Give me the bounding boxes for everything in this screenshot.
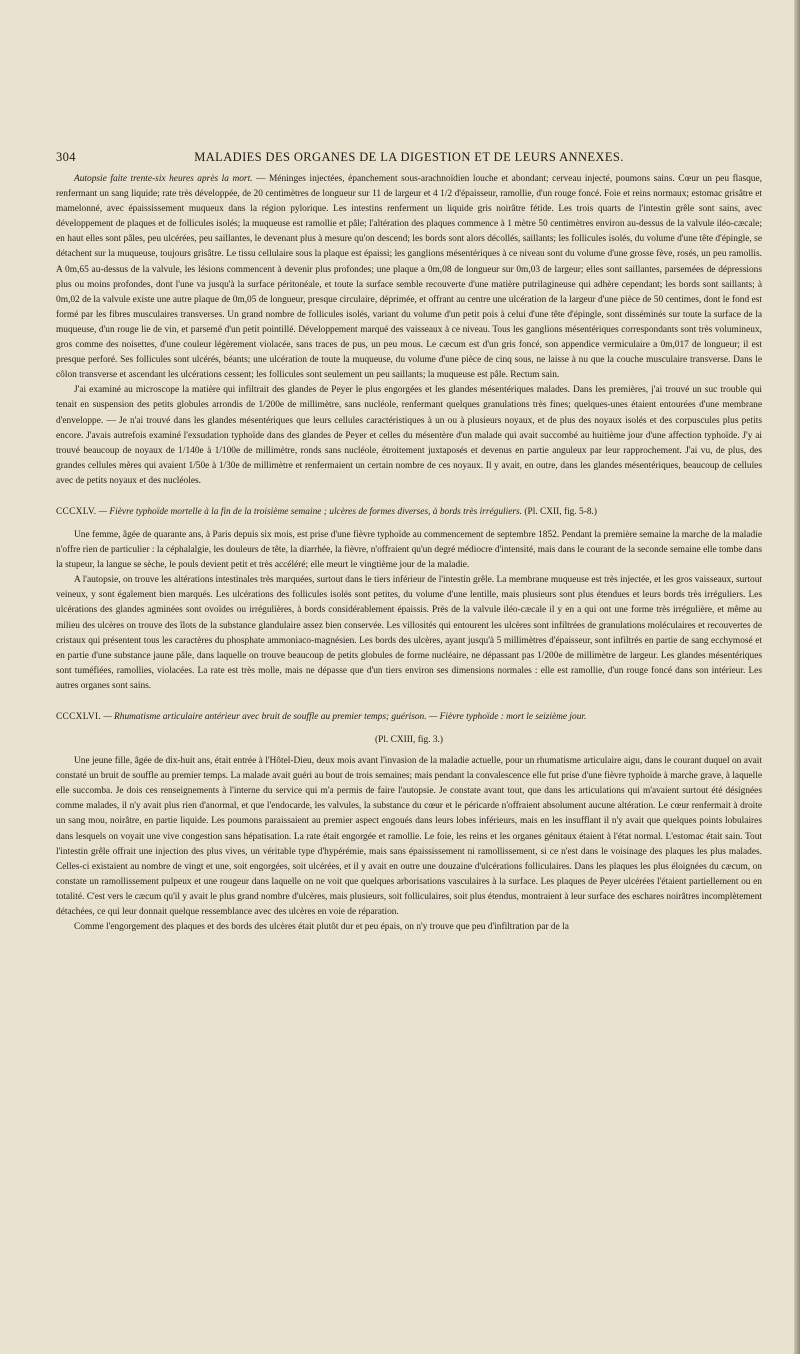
case-346-plate: (Pl. CXIII, fig. 3.) — [375, 735, 443, 745]
case-345-number: CCCXLV. — [56, 506, 97, 517]
case-346-heading — [56, 710, 762, 725]
case-346-number: CCCXLVI. — [56, 712, 102, 722]
case-346-title: — Rhumatisme articulaire antérieur avec bruit de souffle au premier temps; guérison. — Fièvre typhoïde : mort le seizième jour. — [103, 712, 587, 722]
case-346-paragraph-1: Une jeune fille, âgée de dix-huit ans, était entrée à l'Hôtel-Dieu, deux mois avant l'invasion de la maladie actuelle, pour un rhumatisme articulaire aigu, dans le courant duquel on avait constaté un bruit de souffle au premier temps. La malade avait guéri au bout de trois semaines; mais pendant la convalescence elle fut prise d'une fièvre typhoïde à marche grave, à laquelle elle succomba. Je dois ces renseignements à l'interne du service qui m'a permis de faire l'autopsie. Je constate avant tout, que dans les articulations qui m'avaient surtout été désignées comme malades, il n'y avait plus rien d'anormal, et que l'endocarde, les valvules, la substance du cœur et le péricarde n'offraient absolument aucune altération. Le cœur renfermait à droite un sang mou, noirâtre, en partie liquide. Les poumons paraissaient au premier aspect engoués dans leurs lobes inférieurs, mais en les insufflant il n'y avait que quelques points lobulaires dans lesquels on voyait une vive congestion sans hépatisation. La rate était engorgée et ramollie. Le foie, les reins et les organes génitaux étaient à l'état normal. L'estomac était sain. Tout l'intestin grêle offrait une injection des plus vives, un véritable type d'hypérémie, mais sans épaississement ni ramollissement, si ce n'est dans le voisinage des plaques les plus malades. Celles-ci existaient au nombre de vingt et une, soit engorgées, soit ulcérées, et il y avait en outre une douzaine d'ulcérations folliculaires. Dans les plaques les plus éloignées du cæcum, on constate un ramollissement pulpeux et une rougeur dans laquelle on ne voit que quelques arborisations vasculaires à la surface. Les plaques de Peyer ulcérées l'étaient partiellement ou en totalité. C'est vers le cæcum qu'il y avait le plus grand nombre d'ulcères, mais plusieurs, soit folliculaires, soit plus étendus, montraient à leur surface des eschares noirâtres incomplètement détachées, ce qui leur donnait quelque ressemblance avec des ulcères en voie de réparation. — [56, 756, 762, 918]
case-346-paragraph-2: Comme l'engorgement des plaques et des bords des ulcères était plutôt dur et peu épais, on n'y trouve que peu d'infiltration par de la — [74, 922, 569, 933]
page-number: 304 — [56, 150, 76, 164]
case-345-paragraph-1: Une femme, âgée de quarante ans, à Paris depuis six mois, est prise d'une fièvre typhoïde au commencement de septembre 1852. Pendant la première semaine la marche de la maladie n'offre rien de particulier : la céphalalgie, les douleurs de tête, la diarrhée, la fièvre, n'offraient qu'un degré médiocre d'intensité, mais dans le courant de la seconde semaine elle tombe dans la stupeur, la langue se sèche, le pouls devient petit et très accéléré; elle meurt le vingtième jour de la maladie. — [56, 529, 762, 571]
case-345-paragraph-2: A l'autopsie, on trouve les altérations intestinales très marquées, surtout dans le tiers inférieur de l'intestin grêle. La membrane muqueuse est très injectée, et les gros vaisseaux, surtout veineux, y sont également bien marqués. Les ulcérations des follicules isolés sont petites, du volume d'une lentille, mais plusieurs sont plus étendues et leurs bords très irréguliers. Les ulcérations des glandes agminées sont ovoïdes ou irrégulières, à bords considérablement épaissis. Près de la valvule iléo-cæcale il y en a qui ont une forme très irrégulière, et même au milieu des ulcères on trouve des îlots de la substance glandulaire assez bien conservée. Les villosités qui entourent les ulcères sont infiltrées de granulations moléculaires et recouvertes de cristaux qui présentent tous les caractères du phosphate ammoniaco-magnésien. Les bords des ulcères, ayant jusqu'à 5 millimètres d'épaisseur, sont infiltrés en partie de sang ecchymosé et en partie d'une substance jaune pâle, dans laquelle on trouve beaucoup de petits globules de forme nucléaire, ne dépassant pas 1/200e de millimètre de largeur. Les glandes mésentériques sont tuméfiées, ramollies, violacées. La rate est très molle, mais ne dépasse que d'un tiers environ ses dimensions normales : elle est ramollie, d'un rouge foncé dans son intérieur. Les autres organes sont sains. — [56, 575, 762, 691]
page-body — [56, 172, 762, 935]
page-edge — [794, 0, 800, 1354]
case-345-title: — Fièvre typhoïde mortelle à la fin de la troisième semaine ; ulcères de formes diverses, à bords très irréguliers. — [98, 506, 523, 517]
case-345-heading — [56, 505, 762, 520]
microscope-paragraph: J'ai examiné au microscope la matière qui infiltrait des glandes de Peyer le plus engorgées et les glandes mésentériques malades. Dans les premières, j'ai trouvé un suc trouble qui tenait en suspension des petits globules arrondis de 1/200e de millimètre, sans nucléole, renfermant quelques granulations très fines; quelques-unes étaient entourées d'une membrane d'enveloppe. — Je n'ai trouvé dans les glandes mésentériques que leurs cellules caractéristiques à un ou à plusieurs noyaux, et de plus des noyaux isolés et des corpuscules plus petits encore. J'avais autrefois examiné l'exsudation typhoïde dans des glandes de Peyer et celles du mésentère d'un malade qui avait succombé au huitième jour d'une affection typhoïde. J'y ai trouvé beaucoup de noyaux de 1/140e à 1/100e de millimètre, ronds sans nucléole, étroitement juxtaposés et devenus en partie anguleux par leur rapprochement. J'ai vu, de plus, des grandes cellules mères qui avaient 1/50e à 1/30e de millimètre et renfermaient un certain nombre de ces noyaux. Il y avait, en outre, dans les glandes mésentériques, beaucoup de cellules avec de petits noyaux et des nucléoles. — [56, 385, 762, 486]
case-345-plate: (Pl. CXII, fig. 5-8.) — [524, 506, 598, 517]
page-header — [56, 150, 762, 170]
running-title: MALADIES DES ORGANES DE LA DIGESTION ET DE LEURS ANNEXES. — [194, 150, 624, 164]
autopsy-paragraph — [56, 172, 762, 383]
autopsy-lead: Autopsie faite trente-six heures après la mort. — [74, 174, 253, 184]
autopsy-text: — Méninges injectées, épanchement sous-arachnoïdien louche et abondant; cerveau injecté, poumons sains. Cœur un peu flasque, renfermant un sang liquide; rate très développée, de 20 centimètres de longueur sur 11 de largeur et 4 1/2 d'épaisseur, ramollie, d'un rouge foncé. Foie et reins normaux; estomac grisâtre et mamelonné, avec épaississement muqueux dans la région pylorique. Les intestins renferment un liquide gris noirâtre fétide. Les trois quarts de l'intestin grêle sont sains, avec développement de plaques et de follicules isolés; la muqueuse est ramollie et pâle; l'altération des plaques commence à 1 mètre 50 centimètres environ au-dessus de la valvule iléo-cæcale; en haut elles sont pâles, peu ulcérées, peu saillantes, le devenant plus à mesure qu'on descend; les bords sont alors décollés, saillants; les follicules isolés, du volume d'une tête d'épingle, se détachent sur la muqueuse, toujours grisâtre. Le tissu cellulaire sous la plaque est épaissi; les ganglions mésentériques à ce niveau sont du volume d'une grosse fève, rosés, un peu ramollis. A 0m,65 au-dessus de la valvule, les lésions commencent à devenir plus profondes; une plaque a 0m,08 de longueur sur 0m,03 de largeur; elles sont saillantes, parsemées de dépressions plus ou moins profondes, dont l'une va jusqu'à la surface péritonéale, et toute la surface semble recouverte d'une matière putrilagineuse qui adhère cependant; les bords sont saillants; à 0m,02 de la valvule existe une autre plaque de 0m,05 de longueur, presque circulaire, déprimée, et offrant au centre une ulcération de la largeur d'une pièce de 50 centimes, dont le fond est formé par les fibres musculaires transverses. Un grand nombre de follicules isolés, variant du volume d'un petit pois à celui d'une tête d'épingle, sont disséminés sur toute la surface de la muqueuse, d'un rouge lie de vin, et parsemé d'un petit pointillé. Développement marqué des vaisseaux à ce niveau. Tous les ganglions mésentériques correspondants sont très volumineux, gros comme des noisettes, d'une couleur légèrement violacée, sans traces de pus, un peu mous. Le cæcum est d'un gris foncé, son appendice vermiculaire a 0m,017 de longueur; il est presque perforé. Ses follicules sont ulcérés, béants; une ulcération de toute la muqueuse, du volume d'une pièce de cinq sous, ne laisse à nu que la couche musculaire transverse. Dans le côlon transverse et ascendant les ulcérations cessent; les follicules sont seulement un peu saillants; la muqueuse est pâle. Rectum sain. — [56, 174, 762, 381]
